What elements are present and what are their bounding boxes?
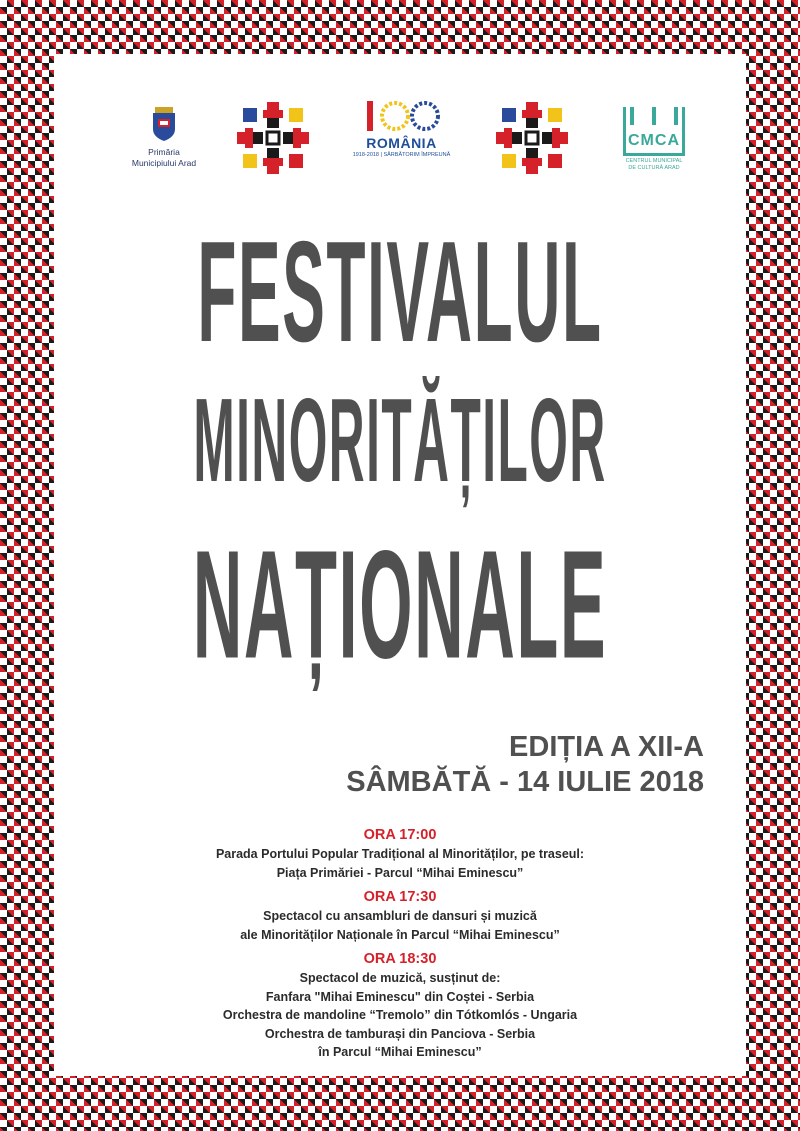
title-line-1: FESTIVALUL [197,213,603,373]
slot-line: Fanfara "Mihai Eminescu" din Coștei - Serbia [265,989,535,1004]
slot-line: în Parcul “Mihai Eminescu” [318,1045,482,1059]
program-schedule [54,826,746,1068]
cmca-caption-line2: DE CULTURĂ ARAD [628,165,680,171]
poster-content [54,54,746,1076]
slot-line: Piața Primăriei - Parcul “Mihai Eminescu” [276,865,524,880]
event-date: SÂMBĂTĂ - 14 IULIE 2018 [346,766,704,798]
slot-line: Orchestra de mandoline “Tremolo” din Tótkomlós - Ungaria [222,1008,578,1022]
slot-time: ORA 18:30 [363,951,437,967]
slot-line: Spectacol de muzică, susținut de: [299,971,501,985]
slot-line: Spectacol cu ansambluri de dansuri și muzică [263,909,537,923]
coat-caption-line2: Municipiului Arad [131,158,197,168]
slot-time: ORA 17:30 [363,889,437,905]
cmca-logo [614,99,694,189]
coat-caption-line1: Primăria [148,147,180,157]
title-line-2: MINORITĂȚILOR [193,374,607,507]
program-slot [54,950,746,1062]
slot-line: ale Minorităților Naționale în Parcul “Mihai Eminescu” [240,927,560,942]
centenary-number-icon [357,99,447,133]
cmca-caption-line1: CENTRUL MUNICIPAL [625,158,683,164]
folk-flower-motif-icon [237,102,309,192]
slot-line: Orchestra de tamburași din Panciova - Serbia [264,1026,536,1041]
program-slot [54,888,746,944]
edition-block [346,730,704,800]
slot-time: ORA 17:00 [363,827,437,843]
coat-of-arms-icon [151,107,177,141]
slot-line: Parada Portului Popular Tradițional al Minorităților, pe traseul: [215,847,585,861]
title-line-3: NAȚIONALE [192,517,608,691]
cmca-acronym: CMCA [628,132,680,149]
centenary-subtitle: 1918-2018 | SĂRBĂTORIM ÎMPREUNĂ [352,152,451,158]
folk-flower-motif-icon [496,102,568,192]
romania-centenary-logo [349,99,454,189]
edition-number: EDIȚIA A XII-A [509,731,704,763]
arad-city-hall-logo [124,99,204,189]
centenary-name: ROMÂNIA [366,135,437,151]
program-slot [54,826,746,882]
